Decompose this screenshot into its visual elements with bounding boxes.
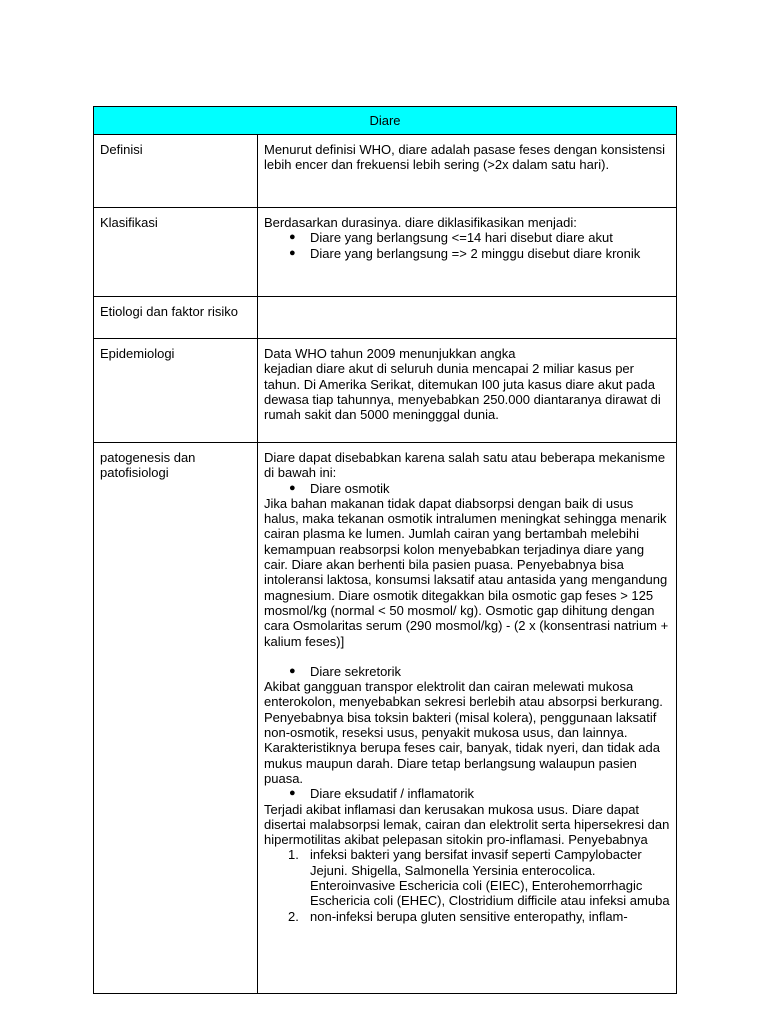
bullet-icon: ●: [289, 231, 296, 244]
etiologi-text: [258, 297, 677, 339]
epidemiologi-text: kejadian diare akut di seluruh dunia mencapai 2 miliar kasus per tahun. Di Amerika Serikat, ditemukan I00 juta kasus diare akut pada dewasa tiap tahunnya, menyebabkan 250.000 diantaranya dirawat di rumah sakit dan 5000 meningggal dunia.: [264, 361, 661, 423]
klasifikasi-intro: Berdasarkan durasinya. diare diklasifikasikan menjadi:: [264, 215, 577, 230]
bullet-icon: ●: [289, 246, 296, 259]
etiologi-row: [94, 297, 677, 339]
bullet-icon: ●: [289, 664, 296, 677]
causes-list: [264, 847, 670, 923]
sekretorik-heading: ● Diare sekretorik: [289, 663, 402, 679]
table-title: Diare: [94, 107, 677, 135]
bullet-icon: ●: [289, 787, 296, 800]
title-row: [94, 107, 677, 135]
list-item: 1. infeksi bakteri yang bersifat invasif seperti Campylobacter Jejuni. Shigella, Salmonella Yersinia enterocolica. Enteroinvasive Eschericia coli (EIEC), Enterohemorrhagic Eschericia coli (EHEC), Clostridium difficile atau infeksi amuba: [288, 847, 670, 909]
klasifikasi-content: [258, 208, 677, 297]
epidemiologi-row: [94, 339, 677, 443]
definisi-label: Definisi: [94, 135, 258, 208]
eksudatif-text: Terjadi akibat inflamasi dan kerusakan mukosa usus. Diare dapat disertai malabsorpsi lemak, cairan dan elektrolit serta hipersekresi dan hipermotilitas akibat pelepasan sitokin pro-inflamasi. Penyebabnya: [264, 801, 670, 848]
list-item: 2. non-infeksi berupa gluten sensitive enteropathy, inflam-: [288, 908, 628, 924]
etiologi-label: Etiologi dan faktor risiko: [94, 297, 258, 339]
osmotik-heading: ● Diare osmotik: [289, 480, 390, 496]
patogenesis-row: [94, 443, 677, 994]
klasifikasi-list: [264, 230, 670, 261]
sekretorik-text: Akibat gangguan transpor elektrolit dan cairan melewati mukosa enterokolon, menyebabkan sekresi berlebih atau absorpsi berkurang. Penyebabnya bisa toksin bakteri (misal kolera), penggunaan laksatif non-osmotik, reseksi usus, penyakit mukosa usus, dan lainnya. Karakteristiknya berupa feses cair, banyak, tidak nyeri, dan tidak ada mukus maupun darah. Diare tetap berlangsung walaupun pasien puasa.: [264, 679, 663, 786]
definisi-text: Menurut definisi WHO, diare adalah pasase feses dengan konsistensi lebih encer dan frekuensi lebih sering (>2x dalam satu hari).: [258, 135, 677, 208]
list-item: ● Diare yang berlangsung => 2 minggu disebut diare kronik: [289, 245, 641, 261]
document-page: [93, 106, 676, 994]
klasifikasi-row: [94, 208, 677, 297]
osmotik-text: Jika bahan makanan tidak dapat diabsorpsi dengan baik di usus halus, maka tekanan osmotik intralumen meningkat sehingga menarik cairan plasma ke lumen. Jumlah cairan yang bertambah melebihi kemampuan reabsorpsi kolon menyebabkan terjadinya diare yang cair. Diare akan berhenti bila pasien puasa. Penyebabnya bisa intoleransi laktosa, konsumsi laksatif atau antasida yang mengandung magnesium. Diare osmotik ditegakkan bila osmotic gap feses > 125 mosmol/kg (normal < 50 mosmol/ kg). Osmotic gap dihitung dengan cara Osmolaritas serum (290 mosmol/kg) - (2 x (konsentrasi natrium + kalium feses)]: [264, 495, 669, 649]
diare-table: [93, 106, 677, 994]
definisi-row: [94, 135, 677, 208]
klasifikasi-label: Klasifikasi: [94, 208, 258, 297]
epidemiologi-content: [258, 339, 677, 443]
patogenesis-label: patogenesis dan patofisiologi: [94, 443, 258, 994]
epidemiologi-line1: Data WHO tahun 2009 menunjukkan angka: [264, 346, 516, 361]
epidemiologi-label: Epidemiologi: [94, 339, 258, 443]
patogenesis-intro: Diare dapat disebabkan karena salah satu atau beberapa mekanisme di bawah ini:: [264, 450, 666, 481]
list-item: ● Diare yang berlangsung <=14 hari disebut diare akut: [289, 230, 613, 246]
eksudatif-heading: ● Diare eksudatif / inflamatorik: [289, 786, 475, 802]
patogenesis-content: [258, 443, 677, 994]
bullet-icon: ●: [289, 481, 296, 494]
